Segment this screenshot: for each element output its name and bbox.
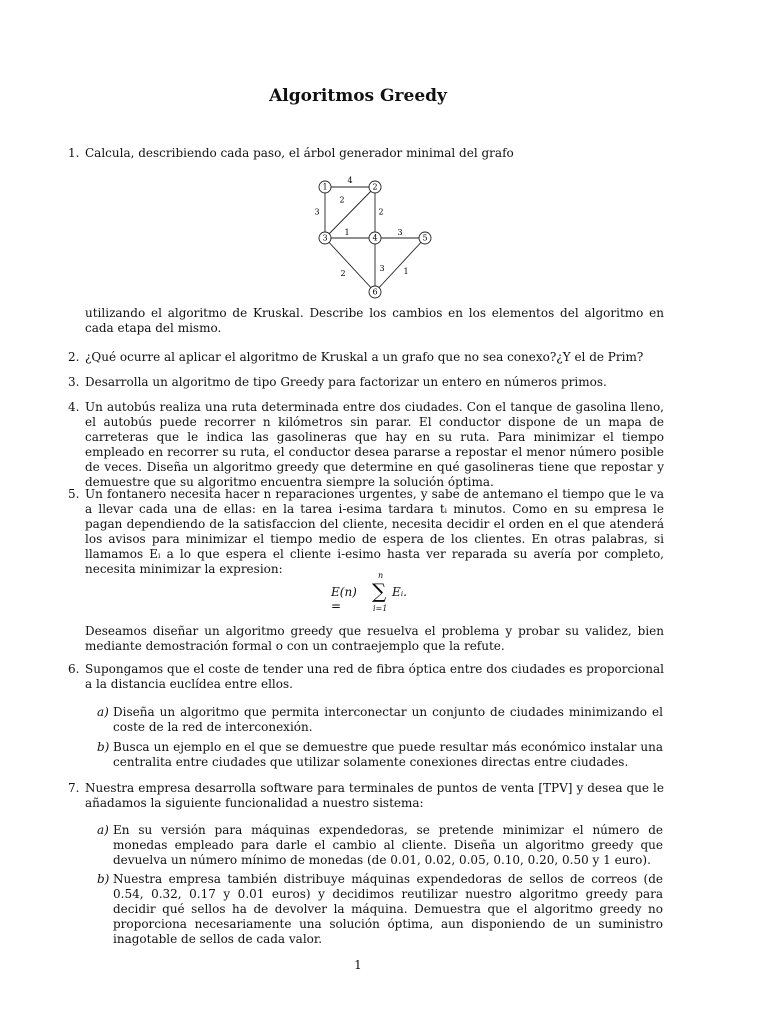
exercise-7-a — [97, 823, 663, 868]
exercise-1 — [68, 146, 664, 161]
item-text: Deseamos diseñar un algoritmo greedy que resuelva el problema y probar su validez, bien mediante demostración formal o con un contraejemplo que la refute. — [85, 624, 664, 653]
exercise-4 — [68, 400, 664, 490]
sub-label: a) — [97, 705, 109, 719]
graph-diagram — [305, 172, 445, 302]
node-label: 2 — [372, 182, 378, 192]
item-number: 2. — [68, 350, 80, 364]
item-text: Un autobús realiza una ruta determinada entre dos ciudades. Con el tanque de gasolina lleno, el autobús puede recorrer n kilómetros sin parar. El conductor dispone de un mapa de carreteras que le indica las gasolineras que hay en su ruta. Para minimizar el tiempo empleado en recorrer su ruta, el conductor desea pararse a repostar el menor número posible de veces. Diseña un algoritmo greedy que determine en qué gasolineras tiene que repostar y demuestre que su algoritmo encuentra siempre la solución óptima. — [85, 400, 664, 489]
node-label: 3 — [322, 233, 328, 243]
page-number: 1 — [354, 958, 362, 972]
sub-text: Nuestra empresa también distribuye máquinas expendedoras de sellos de correos (de 0.54, 0.32, 0.17 y 0.01 euros) y decidimos reutilizar nuestro algoritmo greedy para decidir qué sellos ha de devolver la máquina. Demuestra que el algoritmo greedy no proporciona necesariamente una solución óptima, aun disponiendo de un suministro inagotable de sellos de cada valor. — [113, 872, 663, 946]
sub-label: b) — [97, 872, 110, 886]
edge-weight-label: 1 — [344, 228, 350, 237]
exercise-6 — [68, 662, 664, 692]
formula-lower-limit: i=1 — [373, 604, 388, 613]
exercise-7-b — [97, 872, 663, 947]
item-number: 5. — [68, 487, 80, 501]
exercise-5 — [68, 487, 664, 577]
sub-text: Busca un ejemplo en el que se demuestre que puede resultar más económico instalar una centralita entre ciudades que utilizar solamente conexiones directas entre ciudades. — [113, 740, 663, 769]
node-label: 5 — [422, 233, 428, 243]
formula-sigma: ∑ — [372, 579, 387, 603]
exercise-1-continued — [68, 306, 664, 336]
item-text: Un fontanero necesita hacer n reparaciones urgentes, y sabe de antemano el tiempo que le va a llevar cada una de ellas: en la tarea i-esima tardara tᵢ minutos. Como en su empresa le pagan dependiendo de la satisfaccion del cliente, necesita decidir el orden en el que atenderá los avisos para minimizar el tiempo medio de espera de los clientes. En otras palabras, si llamamos Eᵢ a lo que espera el cliente i-esimo hasta ver reparada su avería por completo, necesita minimizar la expresion: — [85, 487, 664, 576]
document-title: Algoritmos Greedy — [269, 86, 447, 106]
edge-weight-label: 2 — [339, 195, 345, 205]
exercise-3 — [68, 375, 664, 390]
edge-weight-label: 3 — [314, 207, 320, 217]
edge-weight-label: 2 — [340, 269, 346, 278]
graph-edge-3-6 — [325, 238, 375, 292]
item-text: utilizando el algoritmo de Kruskal. Describe los cambios en los elementos del algoritmo en cada etapa del mismo. — [85, 306, 664, 335]
sub-text: Diseña un algoritmo que permita interconectar un conjunto de ciudades minimizando el coste de la red de interconexión. — [113, 705, 663, 734]
sub-text: En su versión para máquinas expendedoras, se pretende minimizar el número de monedas empleado para darle el cambio al cliente. Diseña un algoritmo greedy que devuelva un número mínimo de monedas (de 0.01, 0.02, 0.05, 0.10, 0.20, 0.50 y 1 euro). — [113, 823, 663, 867]
formula-upper-limit: n — [378, 571, 384, 580]
edge-weight-label: 4 — [347, 176, 353, 185]
item-text: ¿Qué ocurre al aplicar el algoritmo de Kruskal a un grafo que no sea conexo?¿Y el de Prim? — [85, 350, 644, 364]
item-text: Desarrolla un algoritmo de tipo Greedy para factorizar un entero en números primos. — [85, 375, 607, 389]
sub-label: b) — [97, 740, 110, 754]
item-text: Calcula, describiendo cada paso, el árbol generador minimal del grafo — [85, 146, 514, 160]
item-text: Supongamos que el coste de tender una red de fibra óptica entre dos ciudades es proporcional a la distancia euclídea entre ellos. — [85, 662, 664, 691]
item-number: 1. — [68, 146, 80, 160]
node-label: 6 — [372, 287, 378, 297]
exercise-5-continued — [68, 624, 664, 654]
sub-label: a) — [97, 823, 109, 837]
item-number: 3. — [68, 375, 80, 389]
edge-weight-label: 3 — [379, 264, 385, 273]
exercise-6-b — [97, 740, 663, 770]
formula-rhs: Eᵢ. — [392, 585, 407, 599]
exercise-6-a — [97, 705, 663, 735]
graph-edge-2-3 — [325, 187, 375, 238]
exercise-2 — [68, 350, 664, 365]
edge-weight-label: 1 — [403, 267, 409, 276]
edge-weight-label: 2 — [378, 207, 384, 217]
item-text: Nuestra empresa desarrolla software para terminales de puntos de venta [TPV] y desea que le añadamos la siguiente funcionalidad a nuestro sistema: — [85, 781, 664, 810]
item-number: 4. — [68, 400, 80, 414]
exercise-7 — [68, 781, 664, 811]
item-number: 6. — [68, 662, 80, 676]
edge-weight-label: 3 — [397, 228, 403, 237]
item-number: 7. — [68, 781, 80, 795]
formula-lhs: E(n) = — [331, 585, 357, 613]
node-label: 4 — [372, 233, 378, 243]
node-label: 1 — [322, 182, 328, 192]
